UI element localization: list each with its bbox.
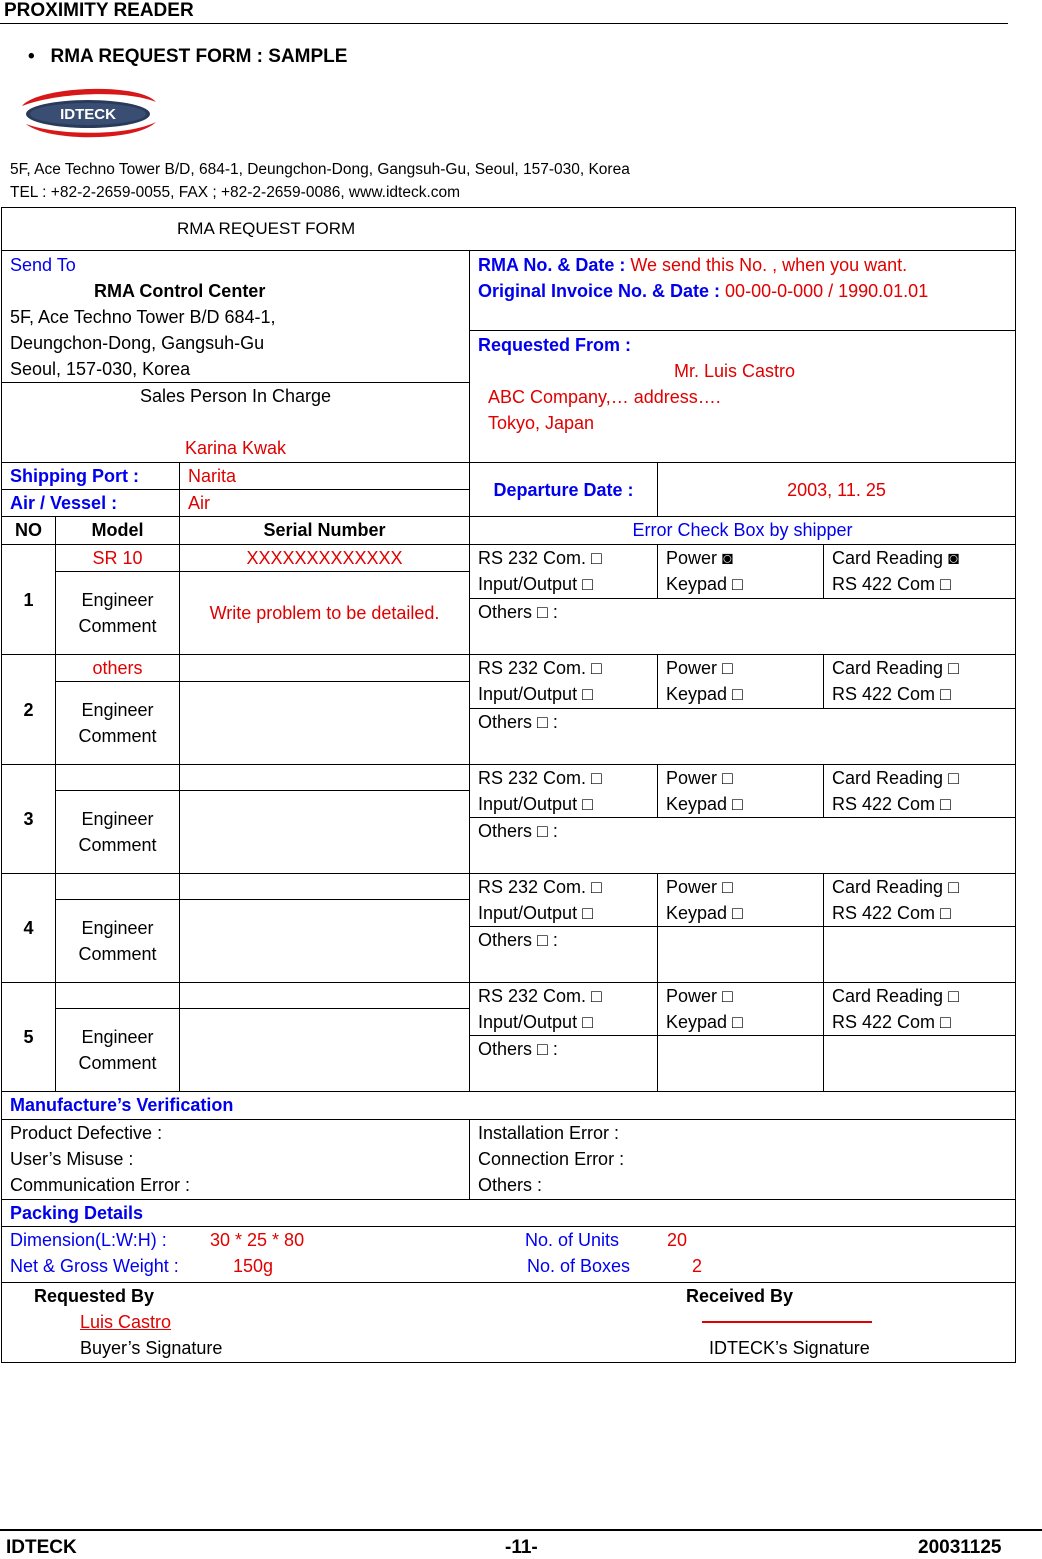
io-checkbox[interactable]: Input/Output □ bbox=[478, 684, 593, 704]
verification-title: Manufacture’s Verification bbox=[2, 1092, 1016, 1120]
power-checkbox[interactable]: Power ◙ bbox=[666, 548, 733, 568]
engineer-comment-label: Engineer Comment bbox=[56, 900, 180, 983]
send-address-2: Deungchon-Dong, Gangsuh-Gu bbox=[10, 333, 265, 353]
engineer-comment bbox=[180, 682, 470, 765]
error-check-rs232-io bbox=[470, 545, 658, 599]
rma-number-cell bbox=[470, 251, 1016, 331]
units-label: No. of Units bbox=[525, 1230, 620, 1250]
keypad-checkbox[interactable]: Keypad □ bbox=[666, 794, 743, 814]
rs232-checkbox[interactable]: RS 232 Com. □ bbox=[478, 548, 602, 568]
others-checkbox[interactable]: Others □ : bbox=[470, 1036, 658, 1092]
item-no: 4 bbox=[2, 874, 56, 983]
document-header-title: PROXIMITY READER bbox=[4, 0, 194, 21]
power-checkbox[interactable]: Power □ bbox=[666, 658, 733, 678]
idteck-signature-label: IDTECK’s Signature bbox=[709, 1338, 870, 1358]
io-checkbox[interactable]: Input/Output □ bbox=[478, 903, 593, 923]
footer-company: IDTECK bbox=[6, 1537, 77, 1558]
error-check-power-keypad bbox=[658, 655, 824, 709]
error-check-card-rs422 bbox=[824, 765, 1016, 818]
send-address-3: Seoul, 157-030, Korea bbox=[10, 359, 191, 379]
power-checkbox[interactable]: Power □ bbox=[666, 986, 733, 1006]
engineer-comment-label: Engineer Comment bbox=[56, 682, 180, 765]
rs422-checkbox[interactable]: RS 422 Com □ bbox=[832, 1012, 951, 1032]
error-check-rs232-io bbox=[470, 765, 658, 818]
signature-section bbox=[2, 1283, 1016, 1363]
item-model bbox=[56, 765, 180, 791]
air-vessel-value: Air bbox=[180, 490, 470, 517]
others-checkbox[interactable]: Others □ : bbox=[470, 927, 658, 983]
error-check-power-keypad bbox=[658, 874, 824, 927]
io-checkbox[interactable]: Input/Output □ bbox=[478, 574, 593, 594]
engineer-comment-label: Engineer Comment bbox=[56, 572, 180, 655]
company-address: 5F, Ace Techno Tower B/D, 684-1, Deungchon-Dong, Gangsuh-Gu, Seoul, 157-030, Korea bbox=[10, 161, 630, 178]
bullet-mark: • bbox=[28, 46, 35, 67]
idteck-logo bbox=[18, 84, 160, 144]
engineer-comment bbox=[180, 1009, 470, 1092]
rs232-checkbox[interactable]: RS 232 Com. □ bbox=[478, 986, 602, 1006]
requested-from-cell bbox=[470, 331, 1016, 463]
card-reading-checkbox[interactable]: Card Reading □ bbox=[832, 877, 959, 897]
item-no: 1 bbox=[2, 545, 56, 655]
dimension-value: 30 * 25 * 80 bbox=[210, 1230, 305, 1250]
rs422-checkbox[interactable]: RS 422 Com □ bbox=[832, 684, 951, 704]
weight-value: 150g bbox=[233, 1256, 274, 1276]
footer-date: 20031125 bbox=[918, 1537, 1002, 1558]
verification-left bbox=[2, 1120, 470, 1200]
section-title: RMA REQUEST FORM : SAMPLE bbox=[50, 46, 348, 67]
buyer-signature-label: Buyer’s Signature bbox=[80, 1338, 223, 1358]
header-rule bbox=[0, 23, 1008, 24]
communication-error: Communication Error : bbox=[10, 1175, 191, 1195]
product-defective: Product Defective : bbox=[10, 1123, 163, 1143]
invoice-value: 00-00-0-000 / 1990.01.01 bbox=[725, 281, 929, 301]
company-contact: TEL : +82-2-2659-0055, FAX ; +82-2-2659-0086, www.idteck.com bbox=[10, 184, 461, 201]
received-by-label: Received By bbox=[686, 1286, 794, 1306]
rma-center: RMA Control Center bbox=[94, 281, 266, 301]
error-check-power-keypad bbox=[658, 765, 824, 818]
engineer-comment bbox=[180, 900, 470, 983]
error-check-card-rs422 bbox=[824, 655, 1016, 709]
error-check-power-keypad bbox=[658, 983, 824, 1036]
boxes-value: 2 bbox=[692, 1256, 703, 1276]
rs232-checkbox[interactable]: RS 232 Com. □ bbox=[478, 768, 602, 788]
col-model-header: Model bbox=[56, 517, 180, 545]
power-checkbox[interactable]: Power □ bbox=[666, 768, 733, 788]
card-reading-checkbox[interactable]: Card Reading □ bbox=[832, 768, 959, 788]
col-serial-header: Serial Number bbox=[180, 517, 470, 545]
users-misuse: User’s Misuse : bbox=[10, 1149, 134, 1169]
rma-no-value: We send this No. , when you want. bbox=[630, 255, 908, 275]
item-no: 2 bbox=[2, 655, 56, 765]
air-vessel-label: Air / Vessel : bbox=[2, 490, 180, 517]
engineer-comment bbox=[180, 791, 470, 874]
others-blank bbox=[658, 1036, 824, 1092]
others-blank bbox=[824, 1036, 1016, 1092]
item-serial bbox=[180, 765, 470, 791]
error-check-rs232-io bbox=[470, 655, 658, 709]
rs422-checkbox[interactable]: RS 422 Com □ bbox=[832, 574, 951, 594]
boxes-label: No. of Boxes bbox=[527, 1256, 631, 1276]
weight-label: Net & Gross Weight : bbox=[10, 1256, 179, 1276]
col-error-header: Error Check Box by shipper bbox=[470, 517, 1016, 545]
rma-no-label: RMA No. & Date : bbox=[478, 255, 631, 275]
dimension-label: Dimension(L:W:H) : bbox=[10, 1230, 167, 1250]
other-errors: Others : bbox=[478, 1175, 543, 1195]
rs422-checkbox[interactable]: RS 422 Com □ bbox=[832, 794, 951, 814]
installation-error: Installation Error : bbox=[478, 1123, 620, 1143]
logo-text: IDTECK bbox=[60, 106, 116, 123]
card-reading-checkbox[interactable]: Card Reading ◙ bbox=[832, 548, 959, 568]
item-model: others bbox=[56, 655, 180, 682]
requested-from-name: Mr. Luis Castro bbox=[674, 361, 796, 381]
rs232-checkbox[interactable]: RS 232 Com. □ bbox=[478, 658, 602, 678]
footer-rule bbox=[0, 1529, 1042, 1531]
section-heading bbox=[28, 46, 347, 68]
sales-person-label: Sales Person In Charge bbox=[139, 386, 332, 406]
error-check-card-rs422 bbox=[824, 874, 1016, 927]
item-model bbox=[56, 874, 180, 900]
others-blank bbox=[824, 927, 1016, 983]
others-checkbox[interactable]: Others □ : bbox=[470, 709, 1016, 765]
requested-by-label: Requested By bbox=[34, 1286, 155, 1306]
connection-error: Connection Error : bbox=[478, 1149, 625, 1169]
departure-date-label: Departure Date : bbox=[470, 463, 658, 517]
io-checkbox[interactable]: Input/Output □ bbox=[478, 1012, 593, 1032]
error-check-card-rs422 bbox=[824, 545, 1016, 599]
item-no: 5 bbox=[2, 983, 56, 1092]
card-reading-checkbox[interactable]: Card Reading □ bbox=[832, 986, 959, 1006]
shipping-port-value: Narita bbox=[180, 463, 470, 490]
item-model bbox=[56, 983, 180, 1009]
col-no-header: NO bbox=[2, 517, 56, 545]
item-serial bbox=[180, 874, 470, 900]
invoice-label: Original Invoice No. & Date : bbox=[478, 281, 726, 301]
io-checkbox[interactable]: Input/Output □ bbox=[478, 794, 593, 814]
card-reading-checkbox[interactable]: Card Reading □ bbox=[832, 658, 959, 678]
send-to-cell bbox=[2, 251, 470, 383]
packing-details bbox=[2, 1227, 1016, 1283]
error-check-rs232-io bbox=[470, 874, 658, 927]
shipping-port-label: Shipping Port : bbox=[2, 463, 180, 490]
rs422-checkbox[interactable]: RS 422 Com □ bbox=[832, 903, 951, 923]
units-value: 20 bbox=[667, 1230, 688, 1250]
send-to-label: Send To bbox=[10, 255, 76, 275]
item-serial: XXXXXXXXXXXXX bbox=[180, 545, 470, 572]
packing-title: Packing Details bbox=[2, 1200, 1016, 1227]
keypad-checkbox[interactable]: Keypad □ bbox=[666, 903, 743, 923]
item-serial bbox=[180, 983, 470, 1009]
item-model: SR 10 bbox=[56, 545, 180, 572]
keypad-checkbox[interactable]: Keypad □ bbox=[666, 1012, 743, 1032]
power-checkbox[interactable]: Power □ bbox=[666, 877, 733, 897]
sales-person-cell bbox=[2, 383, 470, 463]
footer-page-number: -11- bbox=[505, 1537, 538, 1558]
rma-request-form bbox=[1, 207, 1016, 1363]
error-check-rs232-io bbox=[470, 983, 658, 1036]
engineer-comment-label: Engineer Comment bbox=[56, 1009, 180, 1092]
requester-name: Luis Castro bbox=[80, 1312, 172, 1332]
keypad-checkbox[interactable]: Keypad □ bbox=[666, 684, 743, 704]
sales-person-name: Karina Kwak bbox=[184, 438, 287, 458]
send-address-1: 5F, Ace Techno Tower B/D 684-1, bbox=[10, 307, 276, 327]
departure-date-value: 2003, 11. 25 bbox=[658, 463, 1016, 517]
verification-right bbox=[470, 1120, 1016, 1200]
item-no: 3 bbox=[2, 765, 56, 874]
requested-from-address: ABC Company,… address…. bbox=[488, 387, 721, 407]
requested-from-city: Tokyo, Japan bbox=[488, 413, 595, 433]
requested-from-label: Requested From : bbox=[478, 335, 632, 355]
others-checkbox[interactable]: Others □ : bbox=[470, 599, 1016, 655]
error-check-card-rs422 bbox=[824, 983, 1016, 1036]
form-title: RMA REQUEST FORM bbox=[2, 208, 1016, 251]
idteck-signature-line bbox=[702, 1309, 872, 1323]
keypad-checkbox[interactable]: Keypad □ bbox=[666, 574, 743, 594]
others-checkbox[interactable]: Others □ : bbox=[470, 818, 1016, 874]
engineer-comment-label: Engineer Comment bbox=[56, 791, 180, 874]
engineer-comment: Write problem to be detailed. bbox=[180, 572, 470, 655]
others-blank bbox=[658, 927, 824, 983]
rs232-checkbox[interactable]: RS 232 Com. □ bbox=[478, 877, 602, 897]
item-serial bbox=[180, 655, 470, 682]
error-check-power-keypad bbox=[658, 545, 824, 599]
